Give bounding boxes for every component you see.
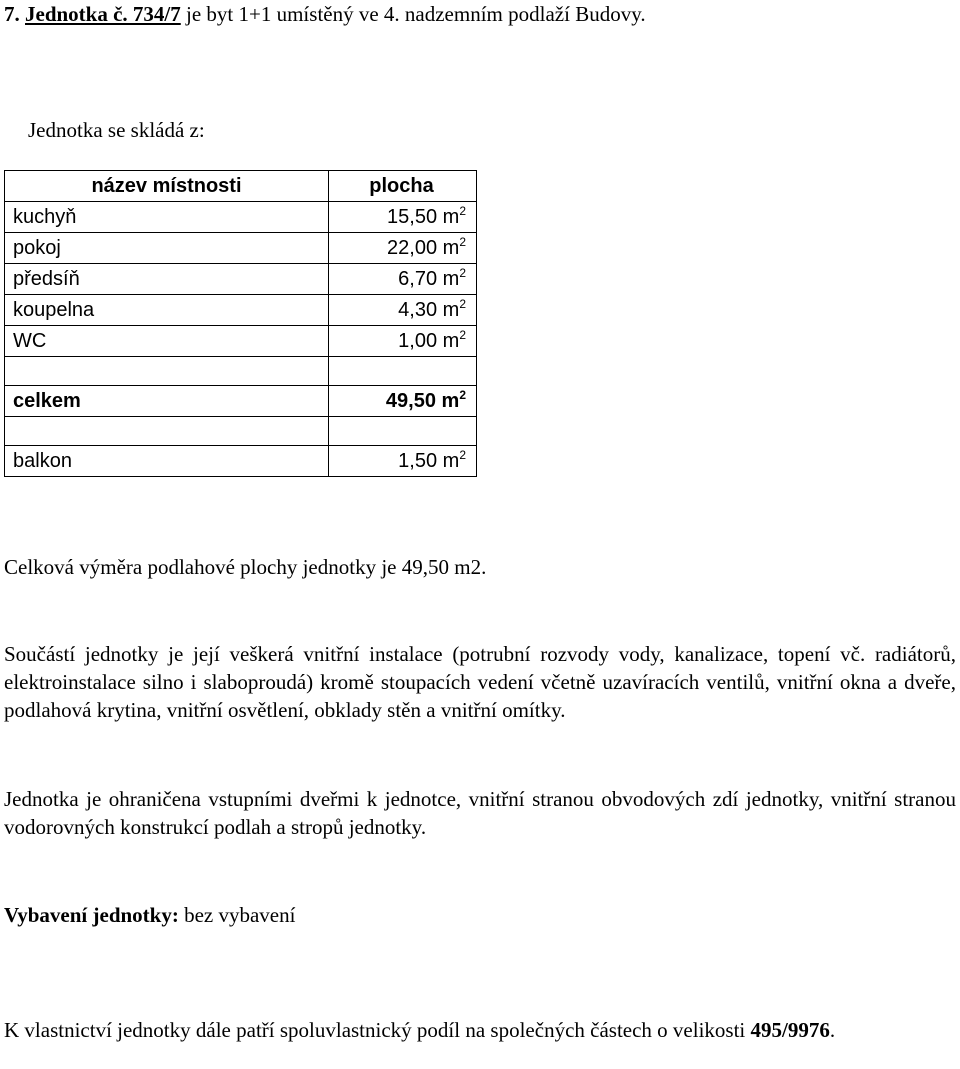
room-name: předsíň <box>5 264 329 295</box>
header-area: plocha <box>329 171 477 202</box>
room-area: 4,30 $m^2$ <box>329 295 477 326</box>
equipment-value: bez vybavení <box>178 903 296 927</box>
table-row <box>5 202 477 233</box>
room-name: WC <box>5 326 329 357</box>
room-name: kuchyň <box>5 202 329 233</box>
ownership-share: 495/9976 <box>750 1018 830 1042</box>
total-label: celkem <box>5 386 329 417</box>
room-area: 15,50 $m^2$ <box>329 202 477 233</box>
equipment-label: Vybavení jednotky: <box>4 903 179 927</box>
room-area: 1,00 $m^2$ <box>329 326 477 357</box>
balcony-area: 1,50 $m^2$ <box>329 446 477 477</box>
table-row <box>5 264 477 295</box>
room-name: pokoj <box>5 233 329 264</box>
components-paragraph: Součástí jednotky je její veškerá vnitřní instalace (potrubní rozvody vody, kanalizace, topení vč. radiátorů, elektroinstalace silno i slaboproudá) kromě stoupacích vedení včetně uzavíracích ventilů, vnitřní okna a dveře, podlahová krytina, vnitřní osvětlení, obklady stěn a vnitřní omítky. <box>4 642 956 722</box>
table-spacer-row <box>5 357 477 386</box>
table-row <box>5 233 477 264</box>
balcony-label: balkon <box>5 446 329 477</box>
heading-number: 7. <box>4 2 20 26</box>
equipment-line <box>4 902 295 928</box>
total-area: 49,50 $m^2$ <box>329 386 477 417</box>
header-room-name: název místnosti <box>5 171 329 202</box>
room-area: 6,70 $m^2$ <box>329 264 477 295</box>
unit-heading <box>4 1 646 27</box>
boundary-paragraph: Jednotka je ohraničena vstupními dveřmi k jednotce, vnitřní stranou obvodových zdí jednotky, vnitřní stranou vodorovných konstrukcí podlah a stropů jednotky. <box>4 787 956 839</box>
unit-id-link[interactable]: Jednotka č. 734/7 <box>25 2 181 26</box>
table-total-row <box>5 386 477 417</box>
floor-area-summary: Celková výměra podlahové plochy jednotky je 49,50 m2. <box>4 555 487 579</box>
room-name: koupelna <box>5 295 329 326</box>
table-row <box>5 295 477 326</box>
rooms-table <box>4 170 477 477</box>
heading-rest: je byt 1+1 umístěný ve 4. nadzemním podlaží Budovy. <box>180 2 646 26</box>
table-balcony-row <box>5 446 477 477</box>
intro-text: Jednotka se skládá z: <box>28 118 205 142</box>
table-row <box>5 326 477 357</box>
table-header <box>5 171 477 202</box>
table-spacer-row <box>5 417 477 446</box>
room-area: 22,00 $m^2$ <box>329 233 477 264</box>
ownership-paragraph: K vlastnictví jednotky dále patří spoluvlastnický podíl na společných částech o velikosti 495/9976. <box>4 1018 836 1042</box>
